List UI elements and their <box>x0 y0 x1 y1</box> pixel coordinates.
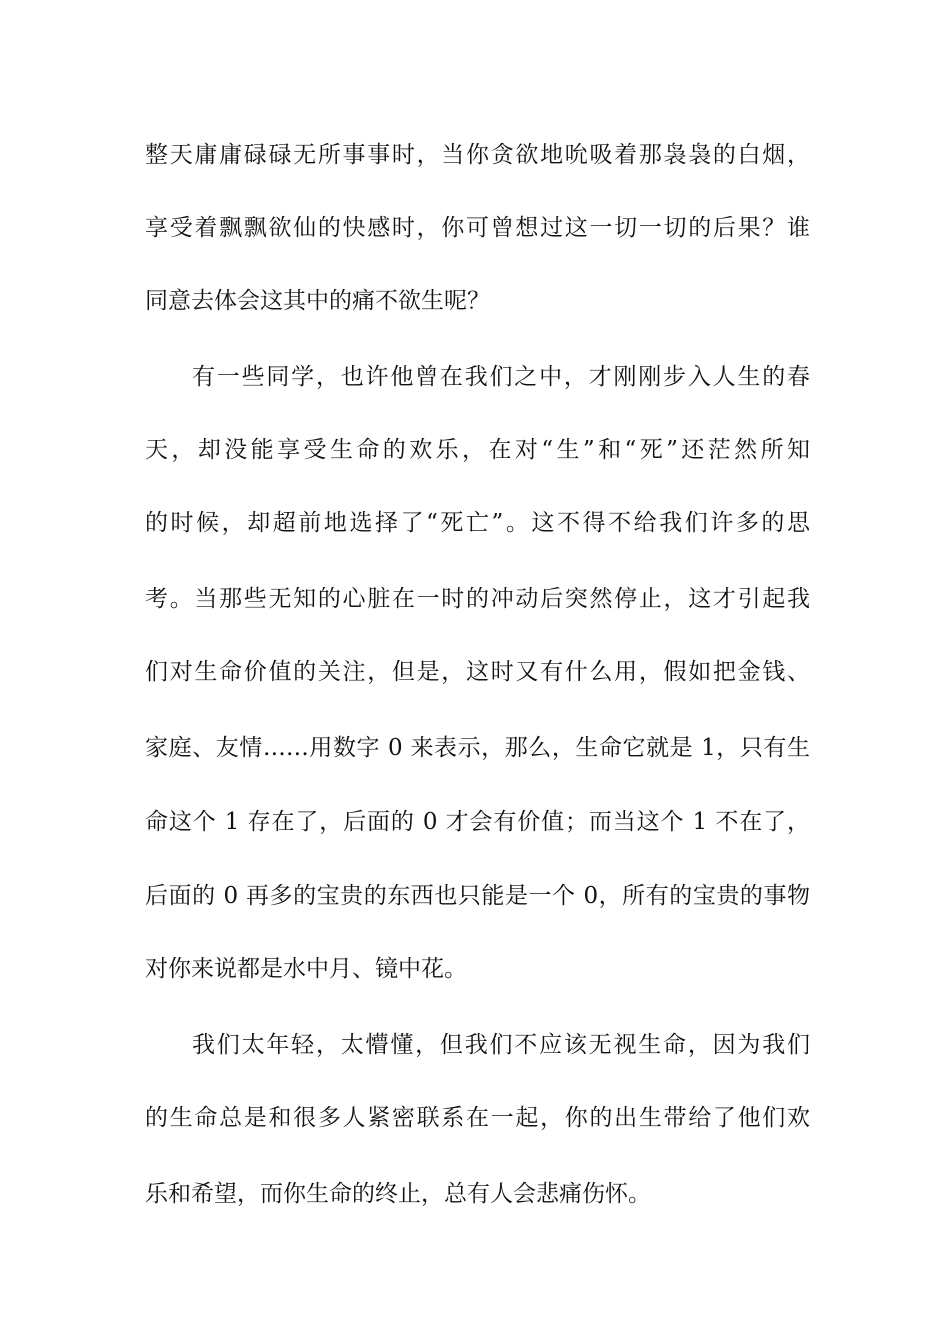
text-line: 后面的 0 再多的宝贵的东西也只能是一个 0，所有的宝贵的事物 <box>145 883 810 909</box>
text-line: 命这个 1 存在了，后面的 0 才会有价值；而当这个 1 不在了， <box>145 809 810 835</box>
text-line: 对你来说都是水中月、镜中花。 <box>145 956 467 982</box>
text-line: 同意去体会这其中的痛不欲生呢？ <box>145 288 490 314</box>
text-line: 的时候，却超前地选择了“死亡”。这不得不给我们许多的思 <box>145 510 810 536</box>
text-line: 乐和希望，而你生命的终止，总有人会悲痛伤怀。 <box>145 1181 651 1207</box>
text-line: 整天庸庸碌碌无所事事时，当你贪欲地吮吸着那袅袅的白烟， <box>145 142 810 168</box>
paragraph-first-line: 有一些同学，也许他曾在我们之中，才刚刚步入人生的春 <box>192 364 810 390</box>
text-line: 的生命总是和很多人紧密联系在一起，你的出生带给了他们欢 <box>145 1105 810 1131</box>
text-line: 们对生命价值的关注，但是，这时又有什么用，假如把金钱、 <box>145 659 810 685</box>
text-line: 考。当那些无知的心脏在一时的冲动后突然停止，这才引起我 <box>145 586 810 612</box>
paragraph-first-line: 我们太年轻，太懵懂，但我们不应该无视生命，因为我们 <box>192 1032 810 1058</box>
text-line: 家庭、友情……用数字 0 来表示，那么，生命它就是 1，只有生 <box>145 735 810 761</box>
text-line: 天，却没能享受生命的欢乐，在对“生”和“死”还茫然所知 <box>145 437 810 463</box>
text-line: 享受着飘飘欲仙的快感时，你可曾想过这一切一切的后果？谁 <box>145 215 810 241</box>
